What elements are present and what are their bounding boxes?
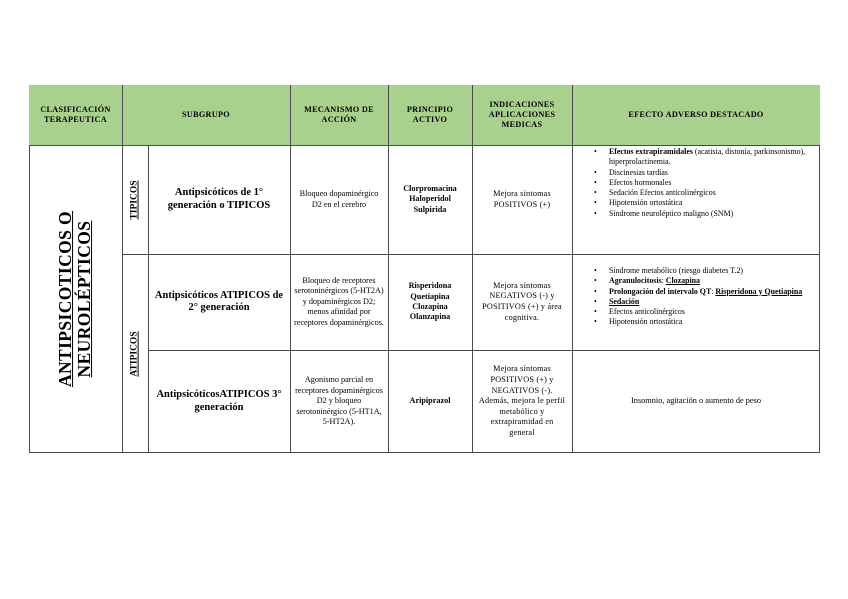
header-clasificacion-text: CLASIFICACIÓN TERAPEUTICA	[40, 105, 111, 124]
effect-sep: :	[711, 286, 716, 296]
row1-mechanism-text: Bloqueo dopaminérgico D2 en el cerebro	[299, 188, 379, 209]
effect-item	[572, 178, 820, 188]
active-clorpromacina: Clorpromacina	[403, 183, 457, 193]
row2-effects-list	[572, 266, 820, 328]
active-haloperidol: Haloperidol	[409, 194, 451, 204]
effect-text: (acatisia, distonía, parkinsonismo), hiperprolactinemia.	[609, 147, 806, 167]
effect-text: Hipotensión ortostática	[609, 198, 683, 208]
row2-actives	[388, 254, 472, 350]
row1-mechanism	[290, 145, 388, 254]
active-olanzapina: Olanzapina	[409, 312, 451, 322]
header-subgrupo-text: SUBGRUPO	[182, 110, 230, 119]
effect-bold: Prolongación del intervalo QT	[609, 286, 712, 296]
header-clasificacion	[29, 85, 122, 145]
effect-item	[572, 317, 820, 327]
effect-bold: Efectos extrapiramidales	[609, 147, 693, 156]
header-mecanismo	[290, 85, 388, 145]
effect-text: Hipotensión ortostática	[609, 317, 683, 327]
row2-indication-text: Mejora síntomas NEGATIVOS (-) y POSITIVOS (+) y área cognitiva.	[482, 280, 562, 322]
header-efecto	[572, 85, 820, 145]
classification-label	[57, 211, 95, 387]
group-atipicos-cell	[122, 254, 148, 453]
row3-effect	[572, 350, 820, 453]
row2-subgroup	[148, 254, 290, 350]
header-subgrupo	[122, 85, 290, 145]
row3-indication-text: Mejora síntomas POSITIVOS (+) y NEGATIVOS (-). Además, mejora le perfil metabólico y extrapiramidad en general	[478, 364, 566, 437]
row3-indication	[472, 350, 572, 453]
row2-subgroup-text: Antipsicóticos ATIPICOS de 2° generación	[154, 289, 284, 313]
row1-indication-text: Mejora síntomas POSITIVOS (+)	[493, 188, 551, 209]
row2-effects	[572, 266, 820, 328]
classification-cell	[29, 145, 122, 453]
header-efecto-text: EFECTO ADVERSO DESTACADO	[628, 110, 764, 119]
effect-item	[572, 147, 820, 168]
effect-bold: Agranulocitosis	[609, 276, 662, 286]
active-quetiapina: Quetiapina	[410, 291, 450, 301]
effect-item	[572, 188, 820, 198]
header-indicaciones-text: INDICACIONES APLICACIONES MEDICAS	[488, 100, 556, 129]
effect-text: Sedación Efectos anticolinérgicos	[609, 188, 716, 198]
effect-item	[572, 168, 820, 178]
row2-mechanism	[290, 254, 388, 350]
effect-text: Efectos hormonales	[609, 177, 672, 187]
row3-actives	[388, 350, 472, 453]
row1-subgroup-text: Antipsicóticos de 1° generación o TIPICOS	[167, 187, 271, 211]
group-tipicos-label: TIPICOS	[130, 179, 141, 220]
effect-text: Discinesias tardías	[609, 167, 668, 177]
row1-effects	[572, 147, 820, 219]
effect-item	[572, 198, 820, 208]
group-atipicos-label: ATIPICOS	[130, 330, 141, 377]
row2-mechanism-text: Bloqueo de receptores serotoninérgicos (5-HT2A) y dopaminérgicos D2; menos afinidad por receptores dopaminérgicos.	[294, 275, 384, 327]
row1-subgroup	[148, 145, 290, 254]
group-tipicos-cell	[122, 145, 148, 254]
row3-mechanism	[290, 350, 388, 453]
header-mecanismo-text: MECANISMO DE ACCIÓN	[304, 105, 374, 124]
header-principio	[388, 85, 472, 145]
effect-bold: Sedación	[609, 296, 640, 306]
row1-actives	[388, 145, 472, 254]
effect-drug: Clozapina	[665, 276, 700, 286]
header-indicaciones	[472, 85, 572, 145]
active-clozapina: Clozapina	[412, 302, 448, 311]
effect-sep: :	[661, 276, 666, 286]
row3-subgroup	[148, 350, 290, 453]
effect-item	[572, 297, 820, 307]
row1-indication	[472, 145, 572, 254]
effect-item	[572, 307, 820, 317]
active-risperidona: Risperidona	[408, 281, 452, 291]
effect-item	[572, 209, 820, 219]
active-sulpirida: Sulpirida	[413, 204, 447, 214]
row2-indication	[472, 254, 572, 350]
effect-item	[572, 287, 820, 297]
row1-effects-list	[572, 147, 820, 219]
effect-drug: Risperidona y Quetiapina	[715, 286, 803, 296]
effect-text: Síndrome metabólico (riesgo diabetes T.2)	[609, 266, 744, 275]
classification-line1: ANTIPSICOTICOS O	[55, 210, 76, 388]
effect-item	[572, 266, 820, 276]
row3-effect-text: Insomnio, agitación o aumento de peso	[631, 396, 761, 406]
effect-text: Síndrome neuroléptico maligno (SNM)	[609, 208, 734, 218]
header-principio-text: PRINCIPIO ACTIVO	[406, 105, 454, 124]
row3-subgroup-text: AntipsicóticosATIPICOS 3° generación	[156, 389, 282, 413]
active-aripiprazol: Aripiprazol	[409, 396, 451, 406]
effect-text: Efectos anticolinérgicos	[609, 307, 685, 317]
classification-line2: NEUROLÉPTICOS	[74, 220, 95, 378]
row3-mechanism-text: Agonismo parcial en receptores dopaminérgicos D2 y bloqueo serotoninérgico (5-HT1A, 5-HT2A).	[295, 375, 383, 427]
effect-item	[572, 276, 820, 286]
